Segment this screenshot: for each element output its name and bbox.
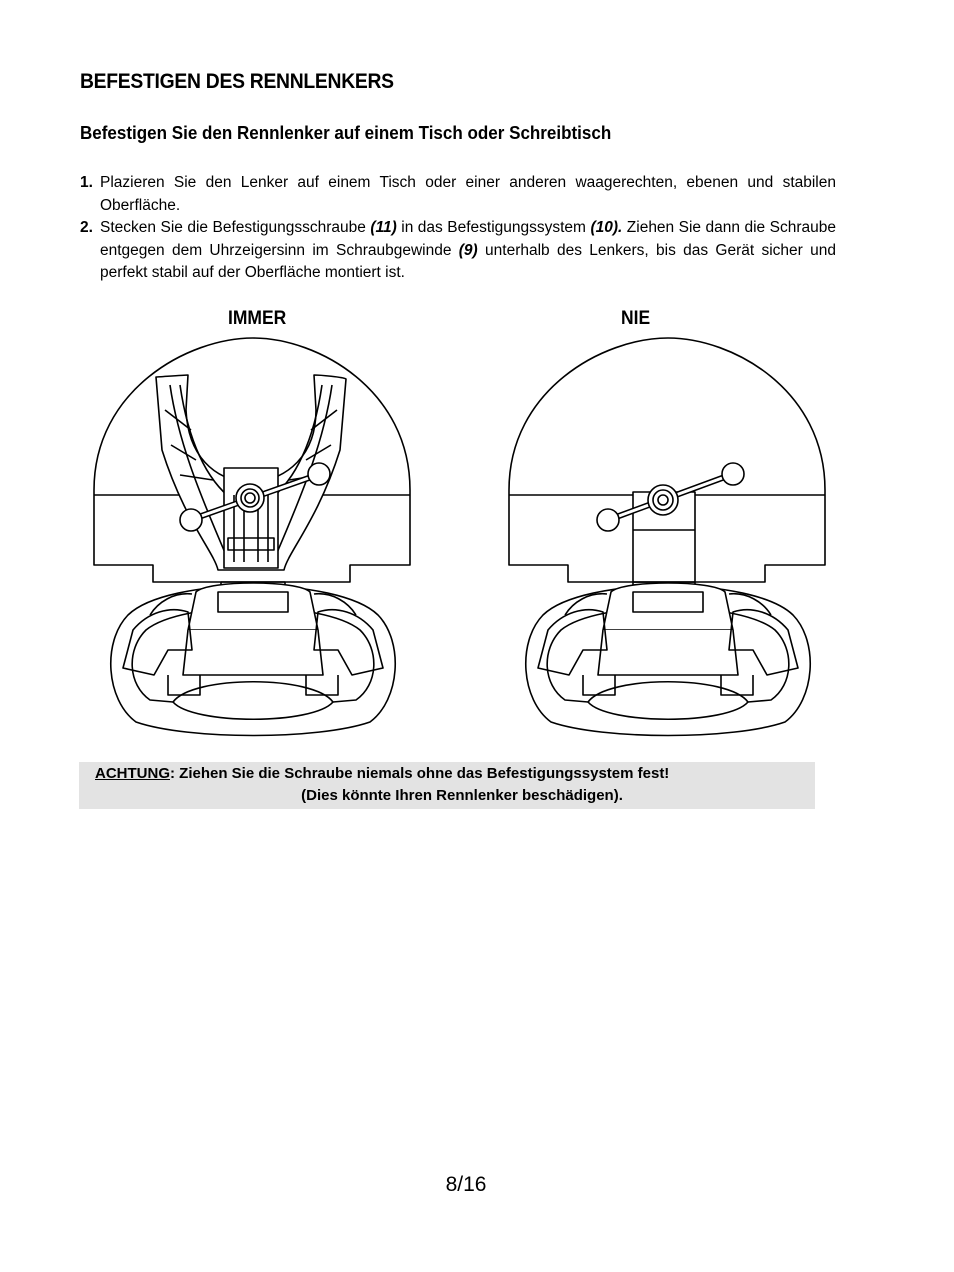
step-text-part: unterhalb des Lenkers, bis das Gerät sicher und perfekt stabil auf der Oberfläche montiert ist.	[100, 241, 836, 281]
step-2	[80, 217, 836, 285]
warning-line-1	[95, 763, 669, 785]
warning-keyword: ACHTUNG	[95, 765, 170, 782]
instruction-list	[80, 172, 836, 285]
step-text	[100, 217, 836, 285]
step-1	[80, 172, 836, 217]
figure-label-correct: IMMER	[228, 308, 287, 329]
step-text-part: Ziehen Sie dann die Schraube entgegen dem Uhrzeigersinn im Schraubgewinde	[100, 219, 836, 259]
warning-line-2: (Dies könnte Ihren Rennlenker beschädigen).	[301, 787, 623, 804]
step-text-part: in das Befestigungssystem	[396, 219, 591, 236]
warning-box	[79, 762, 815, 809]
step-number: 1.	[80, 174, 93, 191]
warning-text: : Ziehen Sie die Schraube niemals ohne das Befestigungssystem fest!	[170, 765, 670, 782]
section-heading: BEFESTIGEN DES RENNLENKERS	[80, 70, 394, 93]
part-reference: (11)	[370, 219, 397, 236]
wheel-without-bracket-illustration	[503, 330, 833, 740]
wheel-with-bracket-illustration	[88, 330, 418, 740]
page-number: 8/16	[445, 1173, 487, 1196]
part-reference: (9)	[458, 241, 478, 259]
step-text: Plazieren Sie den Lenker auf einem Tisch oder einer anderen waagerechten, ebenen und stabilen Oberfläche.	[100, 174, 836, 214]
step-text-part: Stecken Sie die Befestigungsschraube	[100, 219, 371, 236]
step-number: 2.	[80, 219, 93, 236]
figure-label-incorrect: NIE	[621, 308, 651, 329]
part-reference: (10).	[590, 219, 623, 236]
sub-heading: Befestigen Sie den Rennlenker auf einem Tisch oder Schreibtisch	[80, 122, 612, 143]
